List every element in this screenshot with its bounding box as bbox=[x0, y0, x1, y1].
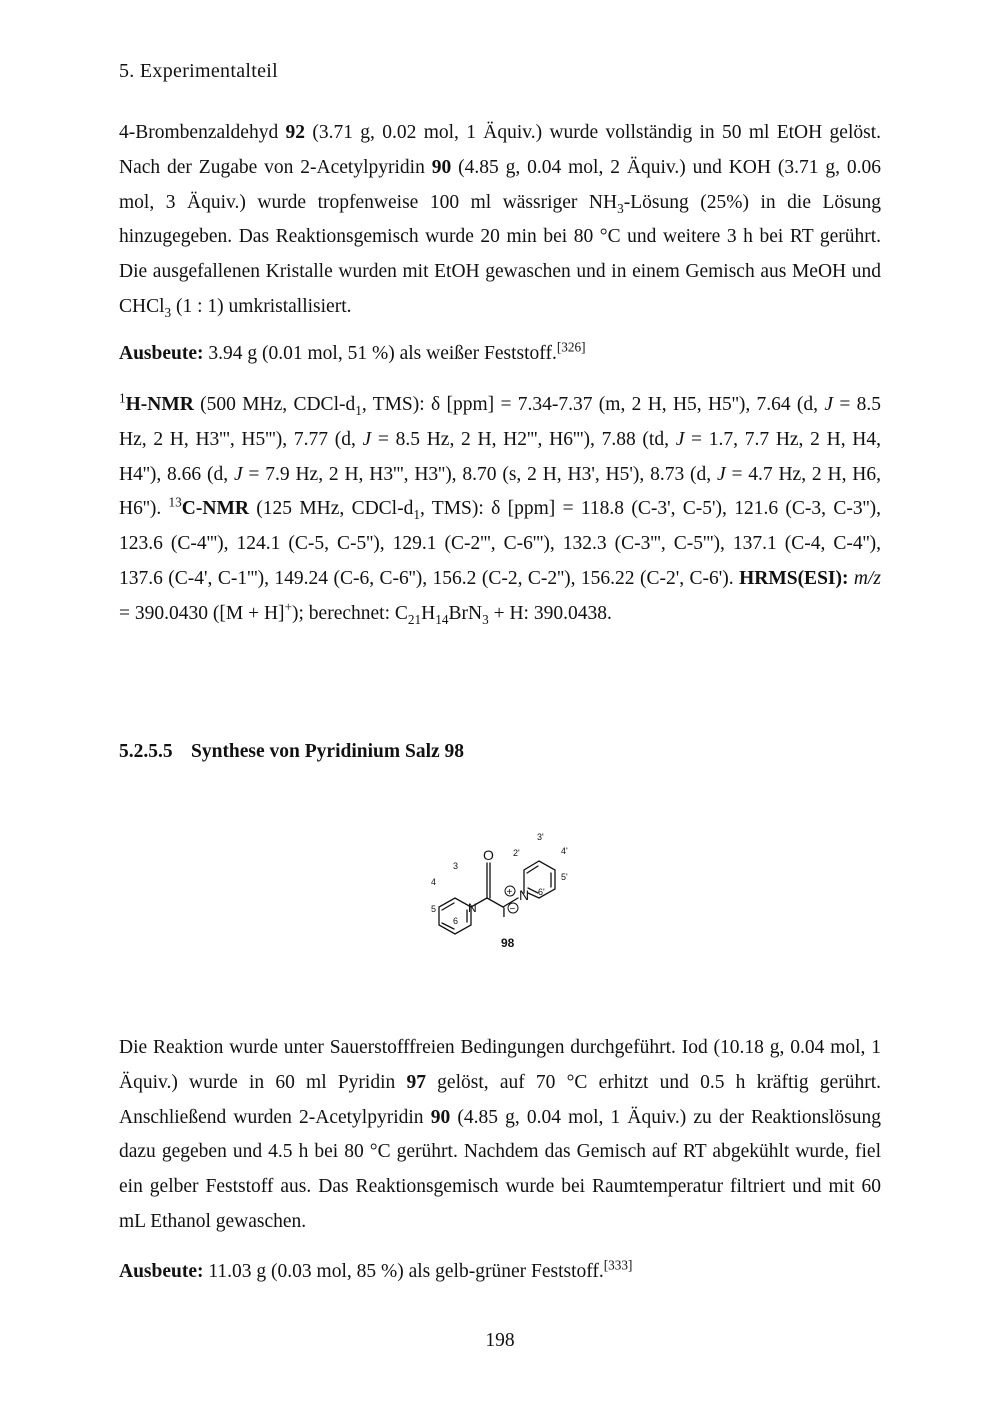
text: gelöst, auf 70 °C erhitzt und 0.5 h kräftig gerührt. Anschließend wurden 2-Acetylpyridin bbox=[119, 1071, 881, 1128]
compound-ref: 90 bbox=[431, 156, 452, 178]
text: BrN bbox=[448, 602, 483, 624]
subscript: 21 bbox=[407, 611, 422, 627]
coupling-j: J bbox=[824, 394, 834, 415]
subscript: 14 bbox=[435, 611, 449, 627]
text: (3.71 g, 0.02 mol, 1 Äquiv.) wurde vollständig in 50 ml EtOH gelöst. Nach der Zugabe von 2-Acetylpyridin bbox=[119, 122, 882, 178]
text: = 390.0430 ([M + H] bbox=[119, 602, 285, 624]
plus-charge: + bbox=[506, 887, 513, 898]
citation-ref: [333] bbox=[603, 1257, 633, 1273]
mz-symbol: m/z bbox=[853, 567, 881, 589]
section-number: 5.2.5.5 bbox=[119, 741, 173, 762]
coupling-j: J bbox=[233, 463, 243, 485]
nitrogen-label: N bbox=[519, 887, 530, 903]
yield-line-1 bbox=[119, 337, 881, 372]
h-nmr-label: H-NMR bbox=[125, 394, 194, 415]
superscript: 13 bbox=[168, 494, 182, 510]
text: = 8.5 Hz, 2 H, H2''', H6'''), 7.88 (td, bbox=[371, 428, 676, 450]
subscript: 3 bbox=[164, 304, 172, 320]
text: , TMS): δ [ppm] = 7.34-7.37 (m, 2 H, H5, H5''), 7.64 (d, bbox=[361, 394, 825, 415]
chapter-header: 5. Experimentalteil bbox=[119, 60, 278, 82]
yield-text: 11.03 g (0.03 mol, 85 %) als gelb-grüner Feststoff. bbox=[203, 1261, 604, 1282]
nmr-data-paragraph bbox=[119, 388, 881, 632]
nitrogen-label: N bbox=[468, 901, 477, 915]
superscript: + bbox=[284, 599, 293, 615]
yield-line-2 bbox=[119, 1255, 881, 1290]
text: + H: 390.0438. bbox=[488, 602, 612, 624]
subscript: 3 bbox=[482, 611, 489, 627]
position-label: 5' bbox=[561, 872, 568, 882]
text: = 8.5 Hz, 2 H, H3''', H5'''), 7.77 (d, bbox=[119, 394, 881, 450]
text: (500 MHz, CDCl-d bbox=[193, 394, 356, 415]
coupling-j: J bbox=[716, 463, 726, 485]
coupling-j: J bbox=[675, 428, 685, 450]
c-nmr-label: C-NMR bbox=[181, 498, 249, 520]
position-label: 3 bbox=[453, 861, 459, 871]
text: = 1.7, 7.7 Hz, 2 H, H4, H4''), 8.66 (d, bbox=[119, 428, 881, 485]
subscript: 1 bbox=[413, 507, 420, 523]
minus-charge: − bbox=[509, 904, 516, 915]
position-label: 3' bbox=[537, 832, 544, 842]
iodide-label: I bbox=[502, 904, 506, 920]
text: 4-Brombenzaldehyd bbox=[119, 122, 286, 143]
subscript: 1 bbox=[355, 402, 362, 418]
compound-ref: 92 bbox=[285, 122, 306, 143]
section-title: Synthese von Pyridinium Salz 98 bbox=[191, 741, 465, 762]
text: H bbox=[421, 602, 436, 624]
procedure-paragraph-1 bbox=[119, 116, 881, 325]
text: = 7.9 Hz, 2 H, H3''', H3''), 8.70 (s, 2 H, H3', H5'), 8.73 (d, bbox=[242, 463, 717, 485]
position-label: 5 bbox=[431, 904, 437, 914]
coupling-j: J bbox=[362, 428, 372, 450]
compound-ref: 97 bbox=[406, 1071, 426, 1093]
text: , TMS): δ [ppm] = 118.8 (C-3', C-5'), 121.6 (C-3, C-3''), 123.6 (C-4'''), 124.1 (C-5, C-5''), 129.1 (C-2''', C-6'''), 132.3 (C-3''', C-5'''), 137.1 (C-4, C-4''), 137.6 (C-4', C-1'''), 149.24 (C-6, C-6''), 156.2 (C-2, C-2''), 156.22 (C-2', C-6'). bbox=[119, 498, 881, 589]
compound-ref: 90 bbox=[430, 1106, 451, 1128]
chemical-structure-98 bbox=[420, 825, 590, 955]
section-heading bbox=[119, 741, 464, 763]
citation-ref: [326] bbox=[556, 339, 586, 355]
compound-number: 98 bbox=[501, 936, 515, 950]
position-label: 6' bbox=[538, 887, 545, 897]
text: (1 : 1) umkristallisiert. bbox=[171, 295, 352, 317]
text: (4.85 g, 0.04 mol, 1 Äquiv.) zu der Reaktionslösung dazu gegeben und 4.5 h bei 80 °C gerührt. Nachdem das Gemisch auf RT abgekühlt wurde, fiel ein gelber Feststoff aus. Das Reaktionsgemisch wurde bei Raumtemperatur filtriert und mit 60 mL Ethanol gewaschen. bbox=[119, 1106, 881, 1232]
text: = 4.7 Hz, 2 H, H6, H6''). bbox=[119, 463, 881, 520]
superscript: 1 bbox=[119, 390, 126, 406]
subscript: 3 bbox=[617, 200, 624, 216]
position-label: 2' bbox=[513, 848, 520, 858]
position-label: 4 bbox=[431, 877, 437, 887]
text: (125 MHz, CDCl-d bbox=[248, 498, 414, 520]
yield-text: 3.94 g (0.01 mol, 51 %) als weißer Feststoff. bbox=[203, 343, 557, 364]
yield-label: Ausbeute: bbox=[119, 1261, 204, 1282]
text: (4.85 g, 0.04 mol, 2 Äquiv.) und KOH (3.71 g, 0.06 mol, 3 Äquiv.) wurde tropfenweise 100 ml wässriger NH bbox=[119, 156, 881, 213]
hrms-label: HRMS(ESI): bbox=[739, 567, 849, 589]
procedure-paragraph-2 bbox=[119, 1031, 881, 1240]
text: ); berechnet: C bbox=[292, 602, 408, 624]
page-number: 198 bbox=[485, 1330, 515, 1351]
text: -Lösung (25%) in die Lösung hinzugegeben. Das Reaktionsgemisch wurde 20 min bei 80 °C und weitere 3 h bei RT gerührt. Die ausgefallenen Kristalle wurden mit EtOH gewaschen und in einem Gemisch aus MeOH und CHCl bbox=[119, 191, 881, 317]
oxygen-label: O bbox=[483, 847, 494, 863]
yield-label: Ausbeute: bbox=[119, 343, 204, 364]
text: Die Reaktion wurde unter Sauerstofffreien Bedingungen durchgeführt. Iod (10.18 g, 0.04 mol, 1 Äquiv.) wurde in 60 ml Pyridin bbox=[119, 1037, 881, 1093]
position-label: 6 bbox=[453, 916, 459, 926]
position-label: 4' bbox=[561, 846, 568, 856]
